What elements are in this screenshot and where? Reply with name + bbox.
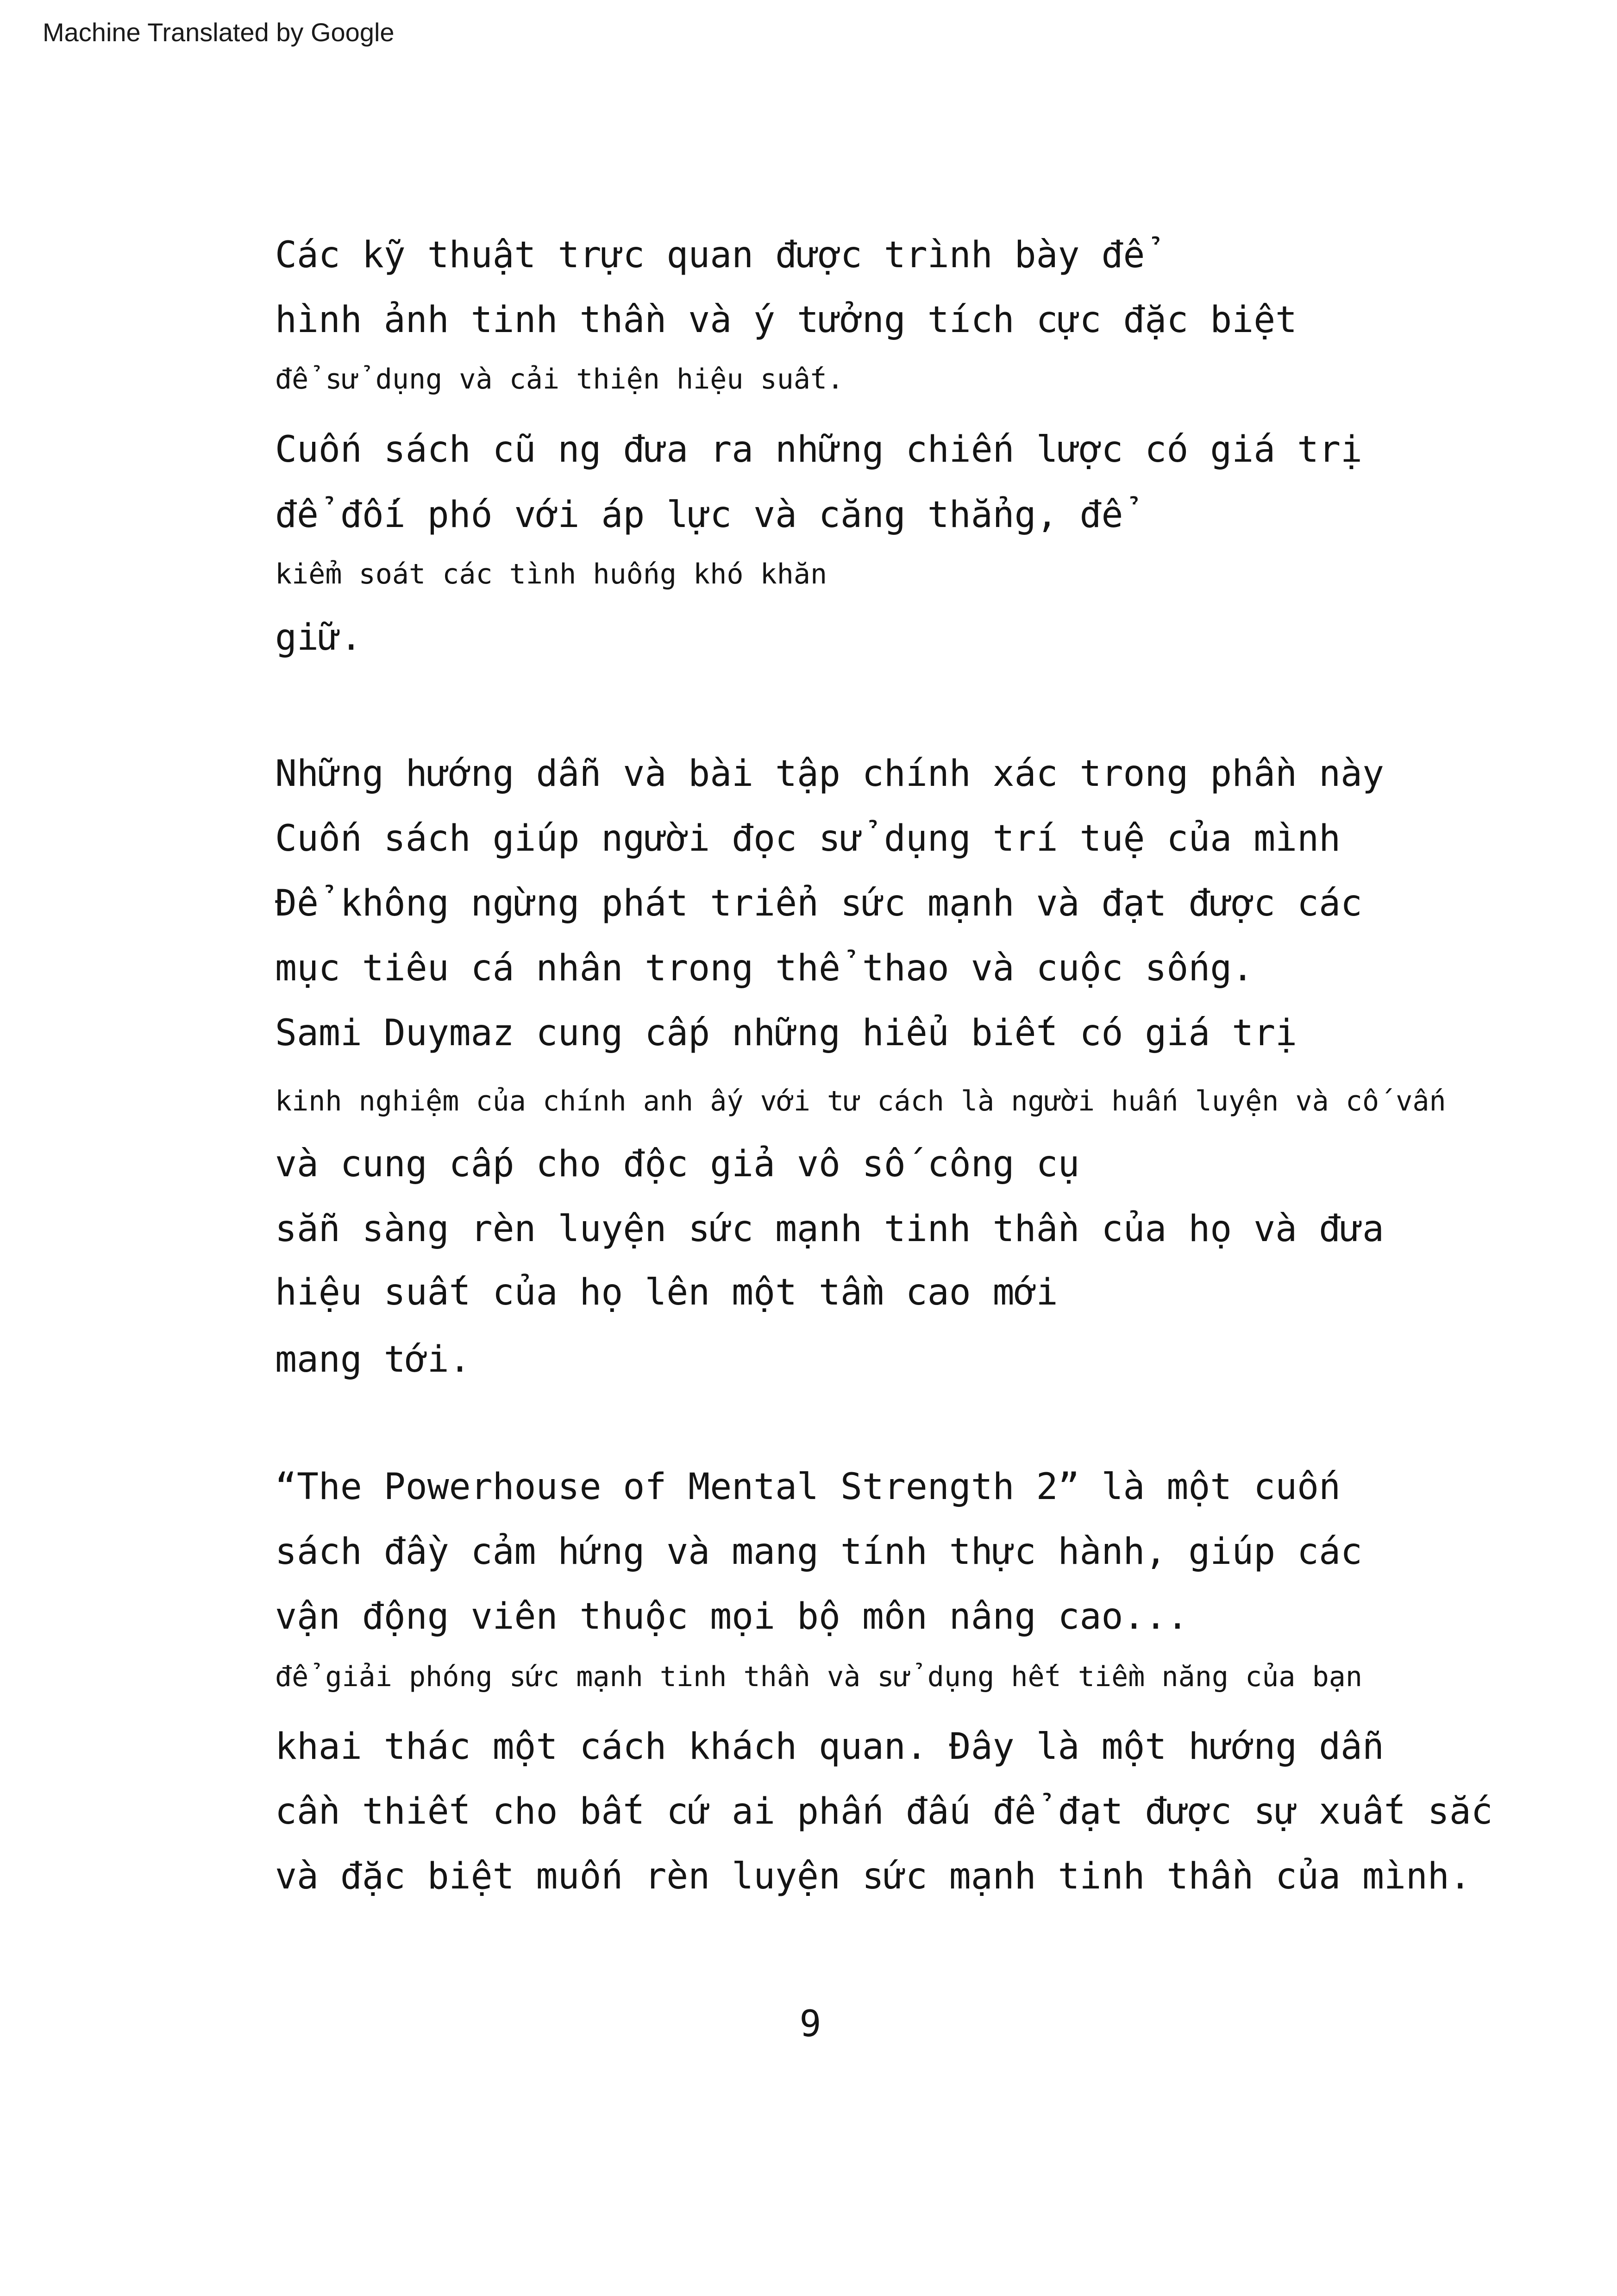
- page-number: 9: [799, 2003, 821, 2045]
- text-line: vận động viên thuộc mọi bộ môn nâng cao...: [275, 1596, 1189, 1637]
- text-line: Những hướng dẫn và bài tập chính xác trong phần này: [275, 753, 1384, 795]
- text-line: và cung cấp cho độc giả vô số công cụ: [275, 1143, 1080, 1185]
- text-line: kinh nghiệm của chính anh ấy với tư cách là người huấn luyện và cố vấn: [275, 1085, 1446, 1117]
- text-line: Để không ngừng phát triển sức mạnh và đạt được các: [275, 883, 1362, 924]
- text-line: để giải phóng sức mạnh tinh thần và sử dụng hết tiềm năng của bạn: [275, 1661, 1362, 1693]
- text-line: để đối phó với áp lực và căng thẳng, để: [275, 494, 1123, 536]
- machine-translation-label: Machine Translated by Google: [43, 18, 395, 47]
- text-line: hình ảnh tinh thần và ý tưởng tích cực đặc biệt: [275, 299, 1297, 341]
- text-line: Cuốn sách giúp người đọc sử dụng trí tuệ của mình: [275, 818, 1341, 859]
- text-line: Các kỹ thuật trực quan được trình bày để: [275, 234, 1145, 276]
- text-line: “The Powerhouse of Mental Strength 2” là một cuốn: [275, 1466, 1341, 1508]
- text-line: cần thiết cho bất cứ ai phấn đấu để đạt được sự xuất sắc: [275, 1791, 1493, 1832]
- text-line: giữ.: [275, 617, 362, 659]
- text-line: mang tới.: [275, 1339, 471, 1380]
- text-line: và đặc biệt muốn rèn luyện sức mạnh tinh thần của mình.: [275, 1856, 1471, 1897]
- text-line: mục tiêu cá nhân trong thể thao và cuộc sống.: [275, 947, 1254, 989]
- text-line: Cuốn sách cũ ng đưa ra những chiến lược có giá trị: [275, 429, 1362, 470]
- text-line: để sử dụng và cải thiện hiệu suất.: [275, 363, 844, 395]
- text-line: kiểm soát các tình huống khó khăn: [275, 558, 827, 590]
- text-line: sách đầy cảm hứng và mang tính thực hành, giúp các: [275, 1531, 1362, 1573]
- text-line: khai thác một cách khách quan. Đây là một hướng dẫn: [275, 1726, 1384, 1768]
- text-line: Sami Duymaz cung cấp những hiểu biết có giá trị: [275, 1012, 1297, 1054]
- text-line: hiệu suất của họ lên một tầm cao mới: [275, 1272, 1058, 1313]
- text-line: sẵn sàng rèn luyện sức mạnh tinh thần của họ và đưa: [275, 1208, 1384, 1250]
